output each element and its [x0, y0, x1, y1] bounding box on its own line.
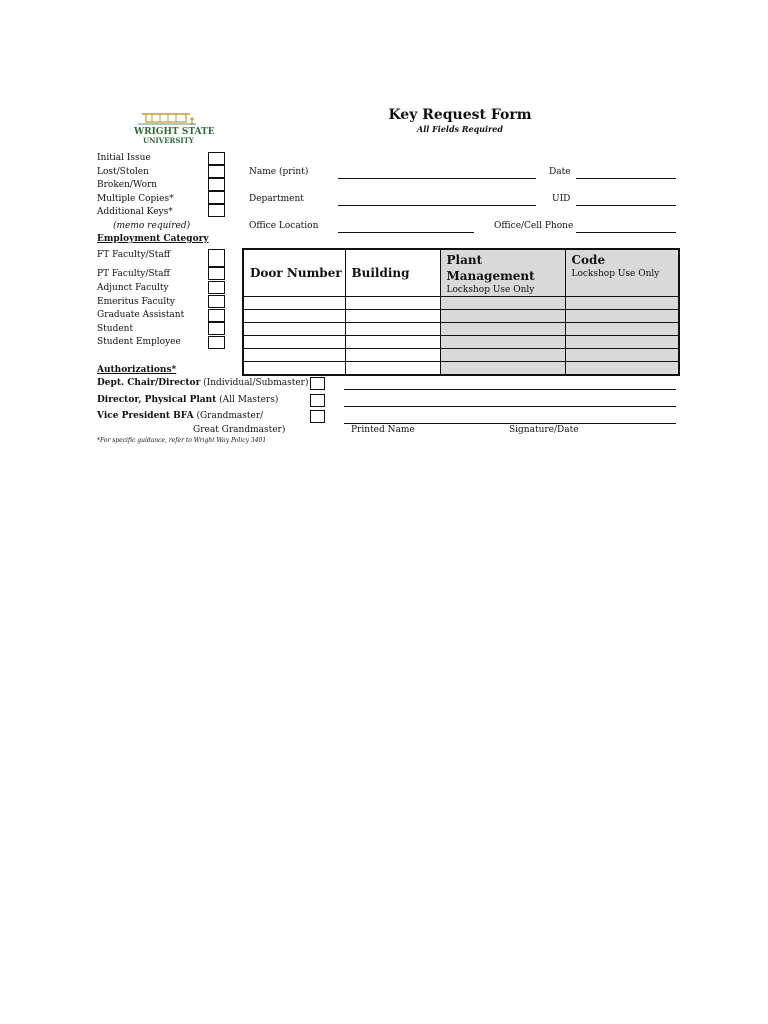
code-header: [565, 249, 679, 297]
university-logo: [132, 111, 215, 147]
plant-management-cell: [440, 362, 565, 376]
code-title: Code: [571, 253, 606, 267]
checkbox-emeritus-faculty[interactable]: [208, 295, 225, 308]
door-number-cell[interactable]: [243, 349, 345, 362]
date-label: Date: [549, 167, 571, 177]
door-number-cell[interactable]: [243, 323, 345, 336]
plant-management-sub: Lockshop Use Only: [446, 285, 535, 295]
office-location-field[interactable]: [338, 232, 474, 233]
code-cell: [565, 297, 679, 310]
building-cell[interactable]: [345, 310, 440, 323]
vp-signature-line[interactable]: [344, 423, 676, 424]
logo-wordmark: WRIGHT STATE: [134, 127, 215, 137]
auth-dept-chair-scope: (Individual/Submaster): [200, 378, 309, 388]
code-cell: [565, 323, 679, 336]
checkbox-vice-president[interactable]: [310, 410, 325, 423]
table-row: [243, 349, 679, 362]
code-cell: [565, 336, 679, 349]
plant-management-title: Plant Management: [446, 253, 535, 283]
auth-vp-label: [97, 411, 263, 422]
dept-chair-signature-line[interactable]: [344, 389, 676, 390]
plant-management-cell: [440, 323, 565, 336]
checkbox-student[interactable]: [208, 322, 225, 335]
door-number-cell[interactable]: [243, 336, 345, 349]
memo-required-note: (memo required): [113, 221, 191, 231]
code-cell: [565, 362, 679, 376]
employment-emeritus-faculty: Emeritus Faculty: [97, 297, 175, 307]
request-type-multiple-copies: Multiple Copies*: [97, 194, 174, 204]
office-location-label: Office Location: [249, 221, 319, 231]
employment-adjunct-faculty: Adjunct Faculty: [97, 283, 169, 293]
auth-vp-scope: (Grandmaster/: [193, 411, 264, 421]
policy-footnote: *For specific guidance, refer to Wright Way Policy 3401: [97, 437, 267, 444]
request-type-additional-keys: Additional Keys*: [97, 207, 173, 217]
table-row: [243, 297, 679, 310]
signature-date-caption: Signature/Date: [509, 425, 579, 435]
checkbox-student-employee[interactable]: [208, 336, 225, 349]
door-number-header: Door Number: [243, 249, 345, 297]
plant-management-header: [440, 249, 565, 297]
plant-management-cell: [440, 297, 565, 310]
logo-subword: UNIVERSITY: [143, 136, 194, 145]
name-label: Name (print): [249, 167, 309, 177]
code-cell: [565, 349, 679, 362]
office-phone-field[interactable]: [576, 232, 676, 233]
date-field[interactable]: [576, 178, 676, 179]
employment-student-employee: Student Employee: [97, 337, 181, 347]
plant-management-cell: [440, 349, 565, 362]
checkbox-lost-stolen[interactable]: [208, 165, 225, 178]
building-cell[interactable]: [345, 297, 440, 310]
uid-label: UID: [552, 194, 571, 204]
building-cell[interactable]: [345, 323, 440, 336]
employment-category-heading: Employment Category: [97, 234, 209, 244]
auth-director-label: [97, 395, 278, 406]
door-number-cell[interactable]: [243, 362, 345, 376]
table-row: [243, 362, 679, 376]
auth-dept-chair-title: Dept. Chair/Director: [97, 378, 201, 388]
printed-name-caption: Printed Name: [351, 425, 415, 435]
employment-graduate-assistant: Graduate Assistant: [97, 310, 185, 320]
name-field[interactable]: [338, 178, 536, 179]
auth-vp-scope-line2: Great Grandmaster): [193, 425, 286, 435]
checkbox-additional-keys[interactable]: [208, 204, 225, 217]
uid-field[interactable]: [576, 205, 676, 206]
building-logo-icon: [132, 111, 202, 127]
checkbox-adjunct-faculty[interactable]: [208, 281, 225, 294]
request-type-broken-worn: Broken/Worn: [97, 180, 158, 190]
auth-director-title: Director, Physical Plant: [97, 395, 217, 405]
code-sub: Lockshop Use Only: [571, 269, 660, 279]
office-phone-label: Office/Cell Phone: [494, 221, 574, 231]
building-cell[interactable]: [345, 349, 440, 362]
department-label: Department: [249, 194, 304, 204]
door-number-cell[interactable]: [243, 310, 345, 323]
request-type-initial-issue: Initial Issue: [97, 153, 151, 163]
page-title: Key Request Form: [388, 107, 532, 123]
employment-ft-faculty-staff: FT Faculty/Staff: [97, 250, 171, 260]
building-header: Building: [345, 249, 440, 297]
department-field[interactable]: [338, 205, 536, 206]
checkbox-ft-faculty-staff[interactable]: [208, 249, 225, 267]
auth-director-scope: (All Masters): [216, 395, 279, 405]
building-cell[interactable]: [345, 336, 440, 349]
director-signature-line[interactable]: [344, 406, 676, 407]
keys-table: [242, 248, 680, 376]
page-subtitle: All Fields Required: [417, 124, 503, 134]
plant-management-cell: [440, 310, 565, 323]
checkbox-pt-faculty-staff[interactable]: [208, 267, 225, 280]
employment-pt-faculty-staff: PT Faculty/Staff: [97, 269, 170, 279]
checkbox-director-physical-plant[interactable]: [310, 394, 325, 407]
auth-dept-chair-label: [97, 378, 308, 389]
code-cell: [565, 310, 679, 323]
checkbox-initial-issue[interactable]: [208, 152, 225, 165]
table-row: [243, 336, 679, 349]
keys-table-header: [243, 249, 679, 297]
request-type-lost-stolen: Lost/Stolen: [97, 167, 149, 177]
employment-student: Student: [97, 324, 134, 334]
door-number-cell[interactable]: [243, 297, 345, 310]
table-row: [243, 310, 679, 323]
checkbox-multiple-copies[interactable]: [208, 191, 225, 204]
auth-vp-title: Vice President BFA: [97, 411, 194, 421]
checkbox-graduate-assistant[interactable]: [208, 309, 225, 322]
table-row: [243, 323, 679, 336]
authorizations-heading: Authorizations*: [97, 365, 177, 375]
checkbox-dept-chair[interactable]: [310, 377, 325, 390]
building-cell[interactable]: [345, 362, 440, 376]
checkbox-broken-worn[interactable]: [208, 178, 225, 191]
plant-management-cell: [440, 336, 565, 349]
